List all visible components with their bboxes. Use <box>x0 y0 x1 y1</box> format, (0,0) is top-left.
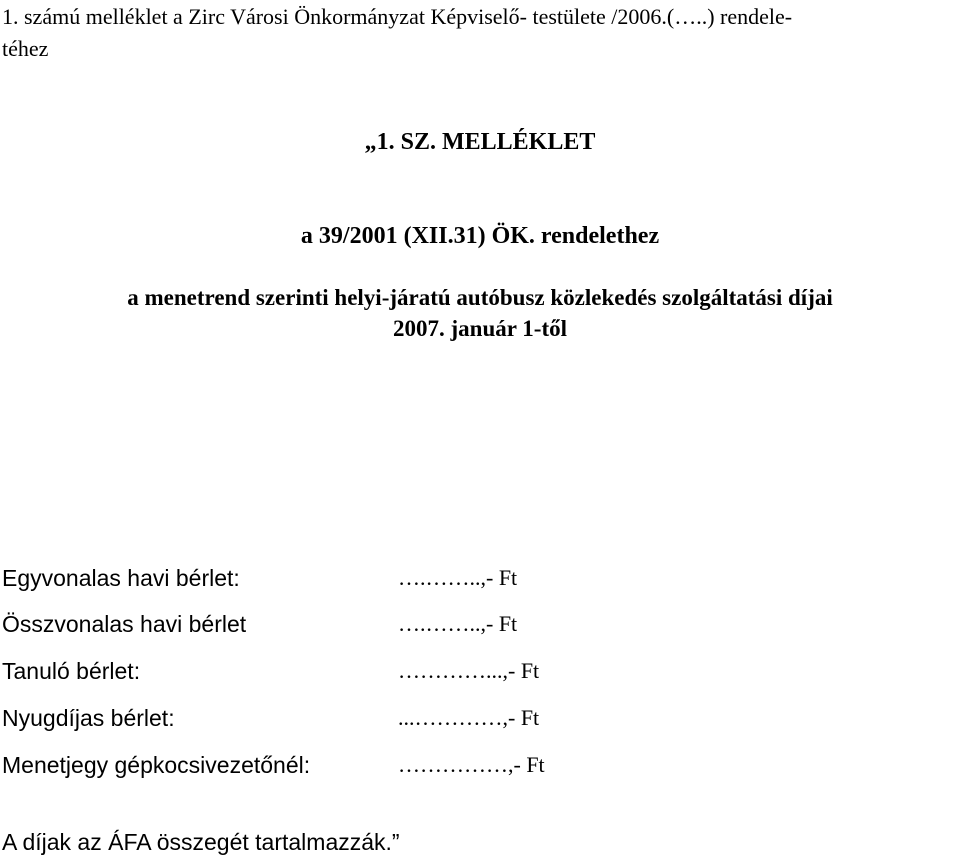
fee-label: Összvonalas havi bérlet <box>2 611 247 637</box>
fee-value: ….……..,- Ft <box>398 611 518 636</box>
annex-title: „1. SZ. MELLÉKLET <box>364 129 596 155</box>
fee-label: Nyugdíjas bérlet: <box>2 705 175 731</box>
effective-date: 2007. január 1-től <box>393 316 567 341</box>
fee-label: Menetjegy gépkocsivezetőnél: <box>2 752 311 778</box>
fee-value: ……………,- Ft <box>398 752 545 777</box>
fee-label: Egyvonalas havi bérlet: <box>2 565 240 591</box>
vat-note: A díjak az ÁFA összegét tartalmazzák.” <box>2 829 400 855</box>
fees-subject: a menetrend szerinti helyi-járatú autóbusz közlekedés szolgáltatási díjai <box>127 285 833 310</box>
fee-value: ….……..,- Ft <box>398 565 518 590</box>
fee-value: …………...,- Ft <box>398 658 540 683</box>
fee-value: ...…………,- Ft <box>398 705 540 730</box>
header-line-1: 1. számú melléklet a Zirc Városi Önkormányzat Képviselő- testülete /2006.(…..) rendele- <box>2 4 793 29</box>
regulation-reference: a 39/2001 (XII.31) ÖK. rendelethez <box>300 223 660 249</box>
fee-label: Tanuló bérlet: <box>2 658 141 684</box>
header-line-2: téhez <box>2 36 49 61</box>
